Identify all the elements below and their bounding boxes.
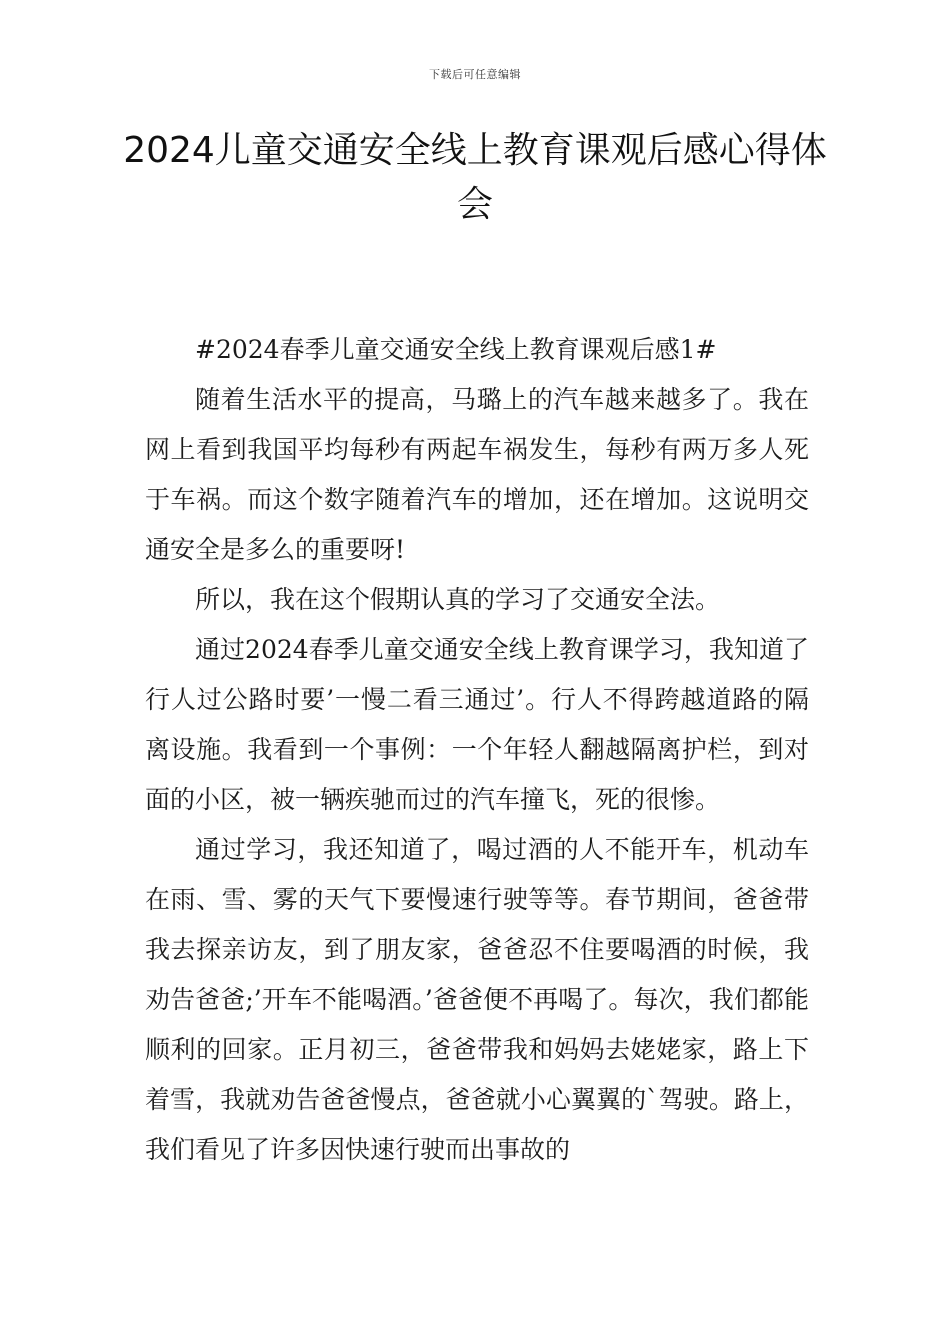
document-title: 2024儿童交通安全线上教育课观后感心得体会	[123, 130, 827, 225]
paragraph: 所以，我在这个假期认真的学习了交通安全法。	[195, 585, 721, 614]
header-note: 下载后可任意编辑	[429, 68, 521, 81]
section-heading: #2024春季儿童交通安全线上教育课观后感1#	[195, 335, 717, 364]
paragraph: 通过学习，我还知道了，喝过酒的人不能开车，机动车在雨、雪、雾的天气下要慢速行驶等等。春节期间，爸爸带我去探亲访友，到了朋友家，爸爸忍不住要喝酒的时候，我劝告爸爸;’开车不能喝酒。’爸爸便不再喝了。每次，我们都能顺利的回家。正月初三，爸爸带我和妈妈去姥姥家，路上下着雪，我就劝告爸爸慢点，爸爸就小心翼翼的`驾驶。路上，我们看见了许多因快速行驶而出事故的	[145, 835, 809, 1164]
paragraph: 随着生活水平的提高，马璐上的汽车越来越多了。我在网上看到我国平均每秒有两起车祸发生，每秒有两万多人死于车祸。而这个数字随着汽车的增加，还在增加。这说明交通安全是多么的重要呀!	[145, 385, 809, 564]
document-body	[145, 325, 809, 1175]
paragraph: 通过2024春季儿童交通安全线上教育课学习，我知道了行人过公路时要’一慢二看三通过’。行人不得跨越道路的隔离设施。我看到一个事例：一个年轻人翻越隔离护栏，到对面的小区，被一辆疾驰而过的汽车撞飞，死的很惨。	[145, 635, 809, 814]
